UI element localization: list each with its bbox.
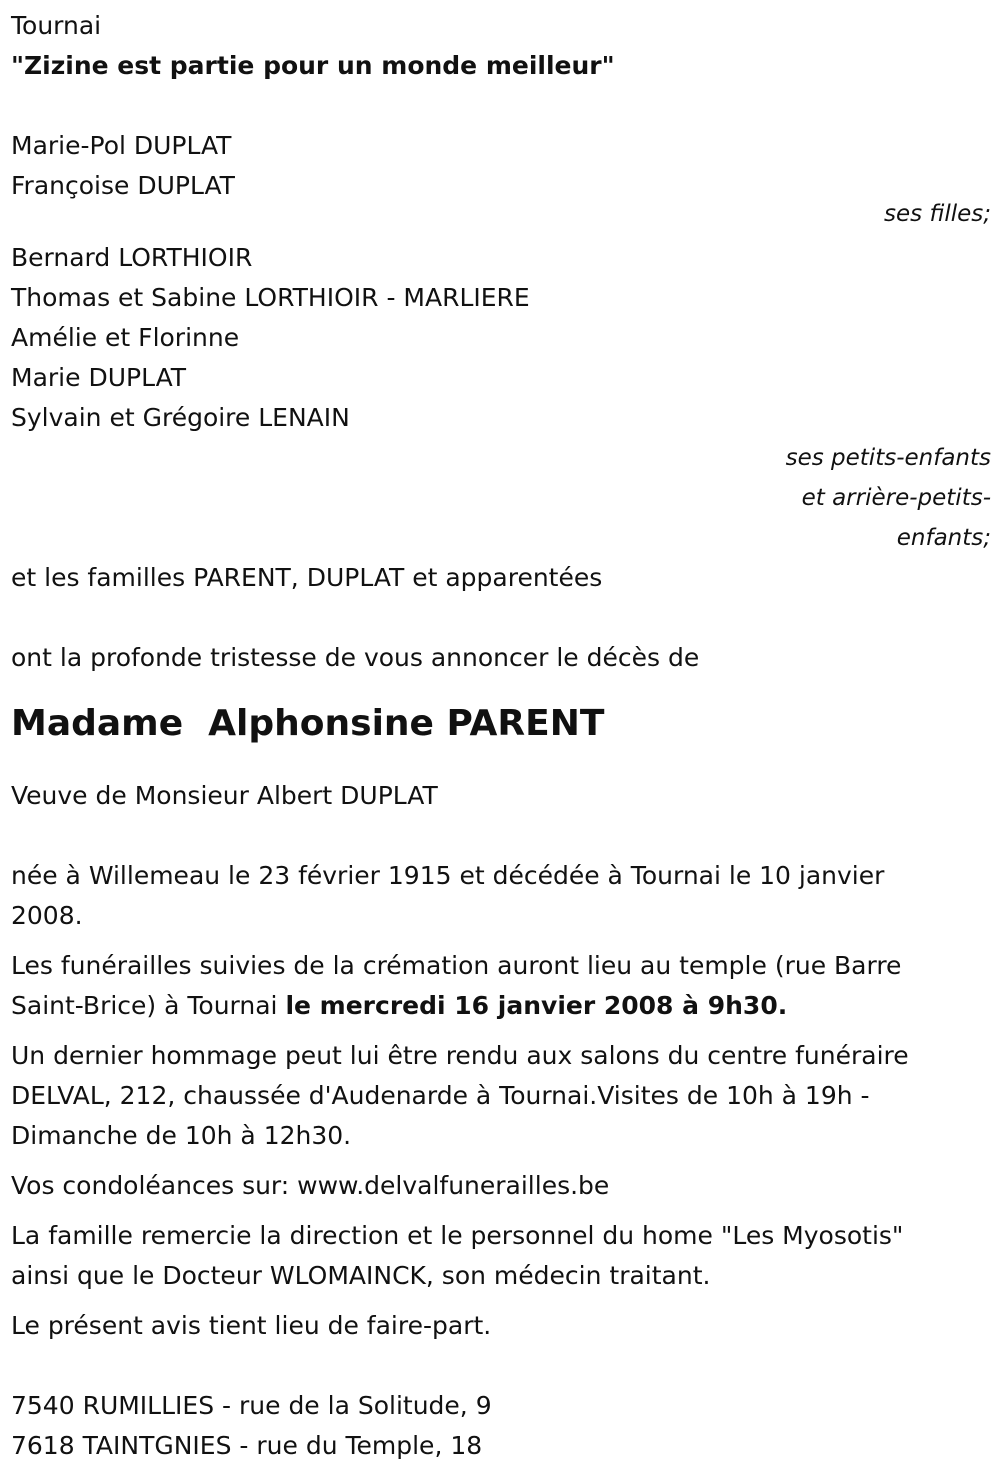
funeral-date: le mercredi 16 janvier 2008 à 9h30. — [285, 991, 788, 1020]
funeral-info — [11, 946, 986, 1026]
families: et les familles PARENT, DUPLAT et apparentées — [11, 563, 603, 592]
grandchildren-label: et arrière-petits- — [801, 485, 991, 511]
condolences: Vos condoléances sur: www.delvalfunerailles.be — [11, 1171, 610, 1200]
grandchildren-label: ses petits-enfants — [785, 445, 991, 471]
obituary-notice — [11, 0, 991, 1466]
daughter-name: Françoise DUPLAT — [11, 171, 235, 200]
grandchild-name: Thomas et Sabine LORTHIOIR - MARLIERE — [11, 283, 530, 312]
birth-death-line: 2008. — [11, 901, 83, 930]
tribute-info — [11, 1036, 986, 1156]
tribute-line: DELVAL, 212, chaussée d'Audenarde à Tournai.Visites de 10h à 19h - — [11, 1081, 870, 1110]
birth-death — [11, 856, 986, 936]
thanks — [11, 1216, 986, 1296]
quote: "Zizine est partie pour un monde meilleur" — [11, 51, 615, 80]
birth-death-line: née à Willemeau le 23 février 1915 et décédée à Tournai le 10 janvier — [11, 861, 885, 890]
grandchild-name: Marie DUPLAT — [11, 363, 186, 392]
grandchildren-label: enfants; — [896, 525, 991, 551]
notice: Le présent avis tient lieu de faire-part. — [11, 1311, 492, 1340]
address: 7618 TAINTGNIES - rue du Temple, 18 — [11, 1431, 483, 1460]
thanks-line: La famille remercie la direction et le personnel du home "Les Myosotis" — [11, 1221, 904, 1250]
widow-of: Veuve de Monsieur Albert DUPLAT — [11, 781, 438, 810]
grandchild-name: Amélie et Florinne — [11, 323, 240, 352]
funeral-line: Saint-Brice) à Tournai — [11, 991, 286, 1020]
deceased-name: Madame Alphonsine PARENT — [11, 703, 605, 744]
daughter-name: Marie-Pol DUPLAT — [11, 131, 232, 160]
funeral-line: Les funérailles suivies de la crémation auront lieu au temple (rue Barre — [11, 951, 902, 980]
announcement: ont la profonde tristesse de vous annoncer le décès de — [11, 643, 700, 672]
daughters-label: ses filles; — [884, 201, 991, 227]
tribute-line: Dimanche de 10h à 12h30. — [11, 1121, 352, 1150]
spacer — [11, 86, 991, 126]
spacer — [11, 1346, 991, 1386]
tribute-line: Un dernier hommage peut lui être rendu aux salons du centre funéraire — [11, 1041, 909, 1070]
grandchild-name: Bernard LORTHIOIR — [11, 243, 253, 272]
address: 7540 RUMILLIES - rue de la Solitude, 9 — [11, 1391, 492, 1420]
grandchild-name: Sylvain et Grégoire LENAIN — [11, 403, 350, 432]
city: Tournai — [11, 11, 102, 40]
spacer — [11, 598, 991, 638]
thanks-line: ainsi que le Docteur WLOMAINCK, son médecin traitant. — [11, 1261, 711, 1290]
